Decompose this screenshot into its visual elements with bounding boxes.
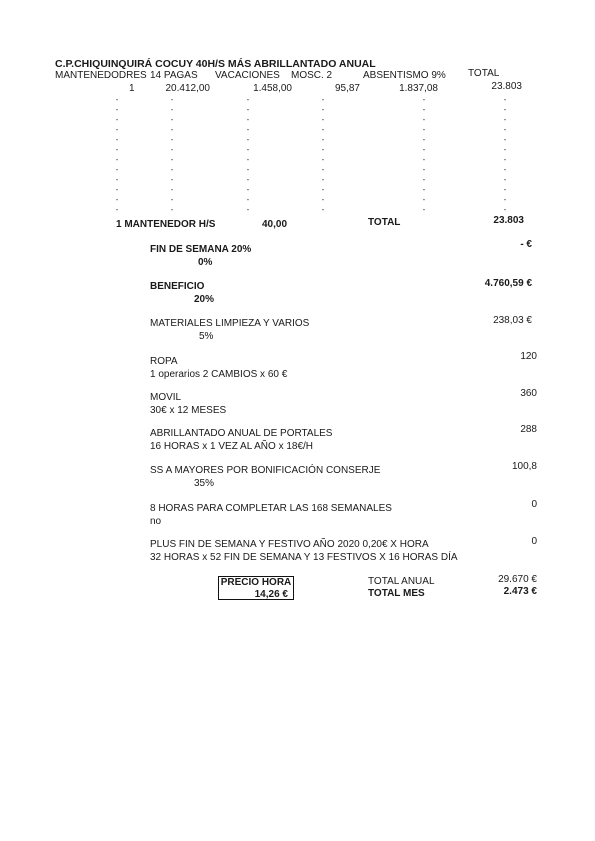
item-fin-semana-sub: 0% bbox=[198, 257, 213, 268]
empty-cell-dash: - bbox=[503, 185, 507, 194]
item-abrillantado-title: ABRILLANTADO ANUAL DE PORTALES bbox=[150, 428, 333, 439]
item-ropa-value: 120 bbox=[520, 351, 537, 362]
empty-cell-dash: - bbox=[246, 195, 250, 204]
empty-cell-dash: - bbox=[321, 115, 325, 124]
cell-mantenedores: 1 bbox=[129, 83, 135, 94]
empty-cell-dash: - bbox=[422, 185, 426, 194]
empty-cell-dash: - bbox=[321, 105, 325, 114]
item-8-horas-value: 0 bbox=[531, 499, 537, 510]
empty-cell-dash: - bbox=[503, 125, 507, 134]
total-annual-value: 29.670 € bbox=[498, 574, 537, 585]
empty-cell-dash: - bbox=[115, 195, 119, 204]
empty-cell-dash: - bbox=[503, 195, 507, 204]
item-movil-sub: 30€ x 12 MESES bbox=[150, 405, 227, 416]
item-materiales-title: MATERIALES LIMPIEZA Y VARIOS bbox=[150, 318, 310, 329]
page-title: C.P.CHIQUINQUIRÁ COCUY 40H/S MÁS ABRILLANTADO ANUAL bbox=[55, 58, 376, 70]
total-annual-label: TOTAL ANUAL bbox=[368, 576, 435, 587]
empty-cell-dash: - bbox=[170, 135, 174, 144]
col-header-total: TOTAL bbox=[468, 68, 500, 79]
empty-cell-dash: - bbox=[170, 165, 174, 174]
empty-cell-dash: - bbox=[422, 125, 426, 134]
empty-cell-dash: - bbox=[246, 95, 250, 104]
empty-cell-dash: - bbox=[246, 185, 250, 194]
empty-cell-dash: - bbox=[422, 95, 426, 104]
col-header-vacaciones: VACACIONES bbox=[215, 70, 280, 81]
empty-cell-dash: - bbox=[422, 195, 426, 204]
empty-cell-dash: - bbox=[321, 135, 325, 144]
empty-cell-dash: - bbox=[321, 205, 325, 214]
empty-cell-dash: - bbox=[170, 95, 174, 104]
empty-cell-dash: - bbox=[170, 175, 174, 184]
empty-cell-dash: - bbox=[321, 165, 325, 174]
item-ss-value: 100,8 bbox=[511, 461, 537, 472]
empty-cell-dash: - bbox=[115, 205, 119, 214]
total-month-label: TOTAL MES bbox=[368, 588, 425, 599]
cell-mosc: 95,87 bbox=[334, 83, 360, 94]
item-8-horas-title: 8 HORAS PARA COMPLETAR LAS 168 SEMANALES bbox=[150, 503, 392, 514]
item-abrillantado-sub: 16 HORAS x 1 VEZ AL AÑO x 18€/H bbox=[150, 441, 314, 452]
empty-cell-dash: - bbox=[170, 125, 174, 134]
item-beneficio-value: 4.760,59 € bbox=[484, 278, 532, 289]
empty-cell-dash: - bbox=[503, 165, 507, 174]
empty-cell-dash: - bbox=[321, 125, 325, 134]
item-ropa-title: ROPA bbox=[150, 356, 178, 367]
col-header-14-pagas: 14 PAGAS bbox=[150, 70, 198, 81]
empty-cell-dash: - bbox=[115, 95, 119, 104]
empty-cell-dash: - bbox=[246, 165, 250, 174]
empty-cell-dash: - bbox=[503, 175, 507, 184]
empty-cell-dash: - bbox=[321, 145, 325, 154]
summary-total-label: TOTAL bbox=[368, 217, 401, 228]
item-beneficio-title: BENEFICIO bbox=[150, 281, 205, 292]
col-header-mosc: MOSC. 2 bbox=[291, 70, 333, 81]
item-materiales-sub: 5% bbox=[199, 331, 214, 342]
price-hour-label: PRECIO HORA bbox=[220, 577, 292, 588]
empty-cell-dash: - bbox=[246, 205, 250, 214]
summary-total-value: 23.803 bbox=[493, 215, 524, 226]
empty-cell-dash: - bbox=[321, 185, 325, 194]
empty-cell-dash: - bbox=[115, 115, 119, 124]
empty-cell-dash: - bbox=[115, 185, 119, 194]
empty-cell-dash: - bbox=[115, 175, 119, 184]
item-ropa-sub: 1 operarios 2 CAMBIOS x 60 € bbox=[150, 369, 288, 380]
item-fin-semana-title: FIN DE SEMANA 20% bbox=[150, 244, 252, 255]
empty-cell-dash: - bbox=[321, 95, 325, 104]
empty-cell-dash: - bbox=[503, 155, 507, 164]
empty-cell-dash: - bbox=[503, 135, 507, 144]
item-8-horas-sub: no bbox=[150, 516, 162, 527]
empty-cell-dash: - bbox=[422, 155, 426, 164]
empty-cell-dash: - bbox=[170, 115, 174, 124]
empty-cell-dash: - bbox=[321, 175, 325, 184]
summary-label: 1 MANTENEDOR H/S bbox=[116, 219, 216, 230]
price-hour-value: 14,26 € bbox=[254, 589, 288, 600]
empty-cell-dash: - bbox=[115, 135, 119, 144]
empty-cell-dash: - bbox=[422, 205, 426, 214]
item-beneficio-sub: 20% bbox=[194, 294, 215, 305]
empty-cell-dash: - bbox=[170, 145, 174, 154]
empty-cell-dash: - bbox=[246, 115, 250, 124]
empty-cell-dash: - bbox=[422, 145, 426, 154]
empty-cell-dash: - bbox=[246, 155, 250, 164]
empty-cell-dash: - bbox=[115, 165, 119, 174]
empty-cell-dash: - bbox=[321, 155, 325, 164]
empty-cell-dash: - bbox=[422, 165, 426, 174]
empty-cell-dash: - bbox=[115, 145, 119, 154]
empty-cell-dash: - bbox=[246, 135, 250, 144]
empty-cell-dash: - bbox=[503, 145, 507, 154]
item-abrillantado-value: 288 bbox=[520, 424, 537, 435]
empty-cell-dash: - bbox=[246, 125, 250, 134]
empty-cell-dash: - bbox=[246, 105, 250, 114]
empty-cell-dash: - bbox=[170, 195, 174, 204]
item-plus-value: 0 bbox=[531, 536, 537, 547]
item-materiales-value: 238,03 € bbox=[493, 315, 532, 326]
cell-vacaciones: 1.458,00 bbox=[253, 83, 292, 94]
empty-cell-dash: - bbox=[422, 175, 426, 184]
empty-cell-dash: - bbox=[170, 205, 174, 214]
empty-cell-dash: - bbox=[503, 205, 507, 214]
item-ss-title: SS A MAYORES POR BONIFICACIÓN CONSERJE bbox=[150, 465, 381, 476]
item-plus-sub: 32 HORAS x 52 FIN DE SEMANA Y 13 FESTIVOS X 16 HORAS DÍA bbox=[150, 552, 458, 563]
cell-14-pagas: 20.412,00 bbox=[165, 83, 210, 94]
summary-hours: 40,00 bbox=[262, 219, 288, 230]
empty-cell-dash: - bbox=[422, 135, 426, 144]
empty-cell-dash: - bbox=[170, 155, 174, 164]
total-month-value: 2.473 € bbox=[503, 586, 537, 597]
item-movil-title: MOVIL bbox=[150, 392, 182, 403]
empty-cell-dash: - bbox=[246, 175, 250, 184]
empty-cell-dash: - bbox=[503, 105, 507, 114]
cell-total: 23.803 bbox=[491, 81, 522, 92]
empty-cell-dash: - bbox=[246, 145, 250, 154]
empty-cell-dash: - bbox=[115, 155, 119, 164]
item-plus-title: PLUS FIN DE SEMANA Y FESTIVO AÑO 2020 0,20€ X HORA bbox=[150, 539, 429, 550]
empty-cell-dash: - bbox=[170, 185, 174, 194]
col-header-absentismo: ABSENTISMO 9% bbox=[363, 70, 446, 81]
cell-absentismo: 1.837,08 bbox=[399, 83, 438, 94]
empty-cell-dash: - bbox=[115, 105, 119, 114]
item-ss-sub: 35% bbox=[194, 478, 215, 489]
item-fin-semana-value: - € bbox=[520, 239, 532, 250]
empty-cell-dash: - bbox=[422, 105, 426, 114]
col-header-mantenedores: MANTENEDODRES bbox=[55, 70, 147, 81]
empty-cell-dash: - bbox=[170, 105, 174, 114]
empty-cell-dash: - bbox=[503, 115, 507, 124]
empty-cell-dash: - bbox=[422, 115, 426, 124]
item-movil-value: 360 bbox=[520, 388, 537, 399]
empty-cell-dash: - bbox=[321, 195, 325, 204]
empty-cell-dash: - bbox=[115, 125, 119, 134]
empty-cell-dash: - bbox=[503, 95, 507, 104]
